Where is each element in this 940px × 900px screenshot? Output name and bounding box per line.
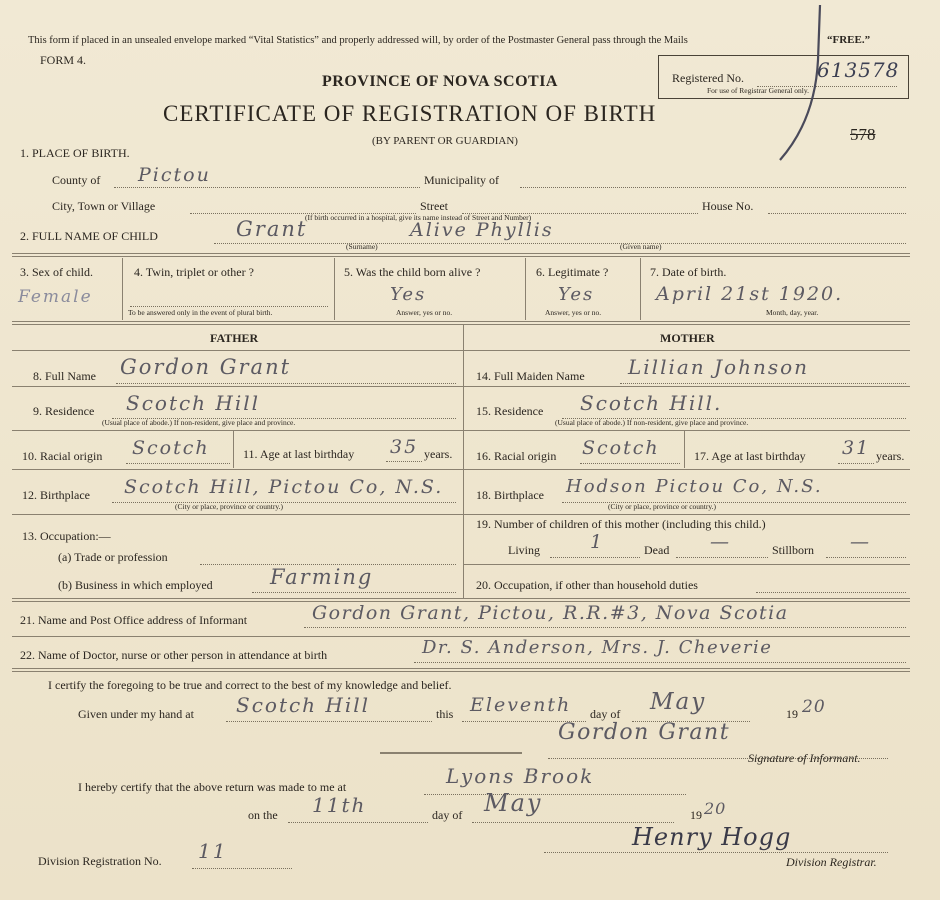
father-heading: FATHER (210, 331, 259, 345)
given-caption: (Given name) (620, 242, 662, 251)
father-name-label: 8. Full Name (33, 369, 96, 383)
this-day-value: Eleventh (470, 694, 572, 716)
return-day-value: 11th (312, 793, 367, 817)
cert-month-value: May (650, 689, 707, 715)
mother-residence-caption: (Usual place of abode.) If non-resident, give place and province. (555, 418, 749, 427)
mother-occupation-line (756, 578, 906, 593)
registered-number: 613578 (817, 58, 900, 82)
heading-divider (12, 350, 910, 351)
trade-line (200, 550, 456, 565)
mother-occupation-label: 20. Occupation, if other than household duties (476, 578, 698, 592)
municipality-line (520, 173, 906, 188)
alive-caption: Answer, yes or no. (396, 308, 453, 317)
certificate-subtitle: (BY PARENT OR GUARDIAN) (372, 135, 518, 147)
city-line (190, 199, 416, 214)
signature-caption: Signature of Informant. (748, 751, 861, 765)
living-value: 1 (590, 531, 605, 553)
hospital-note: (If birth occurred in a hospital, give its name instead of Street and Number) (305, 213, 532, 222)
father-age-divider (233, 431, 234, 468)
province-heading: PROVINCE OF NOVA SCOTIA (322, 73, 558, 90)
father-divider-2 (12, 430, 463, 431)
alive-label: 5. Was the child born alive ? (344, 265, 481, 279)
division-label: Division Registration No. (38, 854, 162, 868)
cert-day-of-label: day of (590, 707, 621, 721)
division-value: 11 (198, 839, 228, 863)
informant-signature: Gordon Grant (558, 720, 731, 745)
mother-birthplace-caption: (City or place, province or country.) (608, 502, 717, 511)
col-divider-2 (334, 258, 335, 320)
postal-notice: This form if placed in an unsealed envelope marked “Vital Statistics” and properly addressed will, by order of the Postmaster General pass through the Mails (28, 35, 688, 46)
mother-name-label: 14. Full Maiden Name (476, 369, 585, 383)
father-racial-label: 10. Racial origin (22, 449, 103, 463)
county-label: County of (52, 173, 101, 187)
mother-divider-1 (463, 386, 910, 387)
date-caption: Month, day, year. (766, 308, 819, 317)
trade-label: (a) Trade or profession (58, 550, 168, 564)
child-name-line (214, 229, 906, 244)
form-number: FORM 4. (40, 53, 87, 67)
mother-years: years. (876, 449, 905, 463)
col-divider-3 (525, 258, 526, 320)
place-of-birth-label: 1. PLACE OF BIRTH. (20, 146, 130, 160)
father-name-value: Gordon Grant (120, 355, 292, 379)
cert-year-value: 20 (802, 697, 826, 717)
mother-heading: MOTHER (660, 331, 715, 345)
father-birthplace-caption: (City or place, province or country.) (175, 502, 284, 511)
center-divider (463, 325, 464, 599)
dead-value: — (710, 531, 731, 553)
return-place-value: Lyons Brook (446, 764, 595, 788)
mother-age-value: 31 (842, 437, 871, 459)
this-label: this (436, 707, 454, 721)
business-value: Farming (270, 565, 374, 589)
alive-value: Yes (390, 284, 427, 305)
mother-age-label: 17. Age at last birthday (694, 449, 806, 463)
mother-racial-value: Scotch (582, 437, 660, 459)
father-residence-value: Scotch Hill (126, 391, 261, 415)
given-place-value: Scotch Hill (236, 693, 371, 717)
child-name-label: 2. FULL NAME OF CHILD (20, 229, 158, 243)
divider-mid (12, 321, 910, 325)
father-occupation-label: 13. Occupation:— (22, 529, 111, 543)
twin-line (130, 292, 328, 307)
mother-name-value: Lillian Johnson (628, 355, 810, 379)
mother-divider-5 (463, 564, 910, 565)
registered-label: Registered No. (672, 71, 744, 85)
county-value: Pictou (138, 164, 211, 186)
father-residence-caption: (Usual place of abode.) If non-resident, give place and province. (102, 418, 296, 427)
registrar-signature: Henry Hogg (632, 823, 792, 851)
registrar-caption: Division Registrar. (786, 855, 877, 869)
legitimate-value: Yes (558, 284, 595, 305)
father-age-value: 35 (390, 436, 419, 458)
on-the-label: on the (248, 808, 278, 822)
surname-caption: (Surname) (346, 242, 378, 251)
certificate-title: CERTIFICATE OF REGISTRATION OF BIRTH (163, 101, 657, 126)
informant-label: 21. Name and Post Office address of Informant (20, 613, 248, 627)
mother-divider-3 (463, 469, 910, 470)
doctor-label: 22. Name of Doctor, nurse or other person in attendance at birth (20, 648, 328, 662)
col-divider-4 (640, 258, 641, 320)
given-under-label: Given under my hand at (78, 707, 194, 721)
mother-residence-value: Scotch Hill. (580, 391, 723, 415)
col-divider-1 (122, 258, 123, 320)
children-label: 19. Number of children of this mother (including this child.) (476, 517, 766, 531)
mother-divider-2 (463, 430, 910, 431)
postal-notice-free: “FREE.” (827, 34, 871, 46)
municipality-label: Municipality of (424, 173, 499, 187)
father-divider-1 (12, 386, 463, 387)
divider-top (12, 253, 910, 257)
twin-note: To be answered only in the event of plural birth. (128, 308, 273, 317)
mother-age-divider (684, 431, 685, 468)
father-birthplace-value: Scotch Hill, Pictou Co, N.S. (124, 476, 444, 498)
cert-year-prefix: 19 (786, 707, 798, 721)
living-label: Living (508, 543, 540, 557)
return-day-of-label: day of (432, 808, 463, 822)
registrar-note: For use of Registrar General only. (707, 86, 809, 95)
father-residence-label: 9. Residence (33, 404, 95, 418)
stillborn-value: — (850, 531, 871, 553)
house-line (768, 199, 906, 214)
father-divider-4 (12, 514, 463, 515)
date-of-birth-label: 7. Date of birth. (650, 265, 727, 279)
date-of-birth-value: April 21st 1920. (656, 283, 844, 305)
sex-value: Female (18, 287, 93, 307)
mother-birthplace-value: Hodson Pictou Co, N.S. (566, 476, 823, 497)
father-divider-3 (12, 469, 463, 470)
divider-cert (12, 668, 910, 672)
child-surname: Grant (236, 217, 308, 241)
twin-label: 4. Twin, triplet or other ? (134, 265, 254, 279)
father-age-label: 11. Age at last birthday (243, 447, 355, 461)
return-year-prefix: 19 (690, 808, 702, 822)
informant-value: Gordon Grant, Pictou, R.R.#3, Nova Scotia (312, 602, 789, 624)
business-label: (b) Business in which employed (58, 578, 213, 592)
mother-divider-4 (463, 514, 910, 515)
street-label: Street (420, 199, 448, 213)
legitimate-caption: Answer, yes or no. (545, 308, 602, 317)
child-given-name: Alive Phyllis (410, 219, 554, 241)
registrar-signature-line (544, 838, 888, 853)
stillborn-label: Stillborn (772, 543, 815, 557)
mother-racial-label: 16. Racial origin (476, 449, 557, 463)
return-month-value: May (484, 789, 543, 817)
mother-residence-label: 15. Residence (476, 404, 544, 418)
sex-label: 3. Sex of child. (20, 265, 93, 279)
father-years: years. (424, 447, 453, 461)
struck-number: 578 (850, 125, 876, 144)
return-year-value: 20 (704, 799, 727, 818)
doctor-value: Dr. S. Anderson, Mrs. J. Cheverie (422, 637, 773, 658)
dead-label: Dead (644, 543, 670, 557)
city-label: City, Town or Village (52, 199, 156, 213)
father-birthplace-label: 12. Birthplace (22, 488, 90, 502)
legitimate-label: 6. Legitimate ? (536, 265, 609, 279)
certify-statement: I certify the foregoing to be true and correct to the best of my knowledge and belief. (48, 678, 452, 692)
house-label: House No. (702, 199, 754, 213)
return-statement: I hereby certify that the above return was made to me at (78, 780, 347, 794)
mother-birthplace-label: 18. Birthplace (476, 488, 544, 502)
short-rule (380, 752, 522, 754)
father-racial-value: Scotch (132, 437, 210, 459)
pen-stroke (760, 0, 840, 170)
street-line (462, 199, 698, 214)
